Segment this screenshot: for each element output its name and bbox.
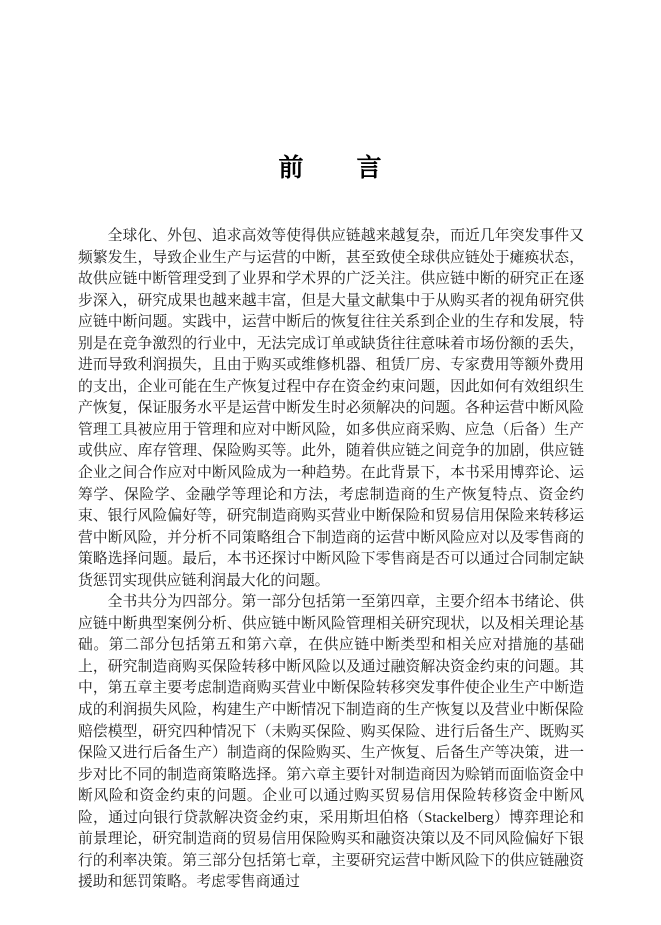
page-title: 前 言 — [278, 155, 383, 182]
preface-paragraph-1: 全球化、外包、追求高效等使得供应链越来越复杂，而近几年突发事件又频繁发生，导致企业生产与运营的中断，甚至致使全球供应链处于瘫痪状态，故供应链中断管理受到了业界和学术界的广泛关注。供应链中断的研究正在逐步深入，研究成果也越来越丰富，但是大量文献集中于从购买者的视角研究供应链中断问题。实践中，运营中断后的恢复往往关系到企业的生存和发展，特别是在竞争激烈的行业中，无法完成订单或缺货往往意味着市场份额的丢失，进而导致利润损失，且由于购买或维修机器、租赁厂房、专家费用等额外费用的支出，企业可能在生产恢复过程中存在资金约束问题，因此如何有效组织生产恢复，保证服务水平是运营中断发生时必须解决的问题。各种运营中断风险管理工具被应用于管理和应对中断风险，如多供应商采购、应急（后备）生产或供应、库存管理、保险购买等。此外，随着供应链之间竞争的加剧，供应链企业之间合作应对中断风险成为一种趋势。在此背景下，本书采用博弈论、运筹学、保险学、金融学等理论和方法，考虑制造商的生产恢复特点、资金约束、银行风险偏好等，研究制造商购买营业中断保险和贸易信用保险来转移运营中断风险，并分析不同策略组合下制造商的运营中断风险应对以及零售商的策略选择问题。最后，本书还探讨中断风险下零售商是否可以通过合同制定缺货惩罚实现供应链利润最大化的问题。 — [78, 228, 584, 589]
preface-paragraph-2: 全书共分为四部分。第一部分包括第一至第四章，主要介绍本书绪论、供应链中断典型案例分析、供应链中断风险管理相关研究现状，以及相关理论基础。第二部分包括第五和第六章，在供应链中断类型和相关应对措施的基础上，研究制造商购买保险转移中断风险以及通过融资解决资金约束的问题。其中，第五章主要考虑制造商购买营业中断保险转移突发事件使企业生产中断造成的利润损失风险，构建生产中断情况下制造商的生产恢复以及营业中断保险赔偿模型，研究四种情况下（未购买保险、购买保险、进行后备生产、既购买保险又进行后备生产）制造商的保险购买、生产恢复、后备生产等决策，进一步对比不同的制造商策略选择。第六章主要针对制造商因为赊销而面临资金中断风险和资金约束的问题。企业可以通过购买贸易信用保险转移资金中断风险，通过向银行贷款解决资金约束，采用斯坦伯格（Stackelberg）博弈理论和前景理论，研究制造商的贸易信用保险购买和融资决策以及不同风险偏好下银行的利率决策。第三部分包括第七章，主要研究运营中断风险下的供应链融资援助和惩罚策略。考虑零售商通过 — [78, 594, 584, 891]
preface-body — [78, 226, 584, 894]
